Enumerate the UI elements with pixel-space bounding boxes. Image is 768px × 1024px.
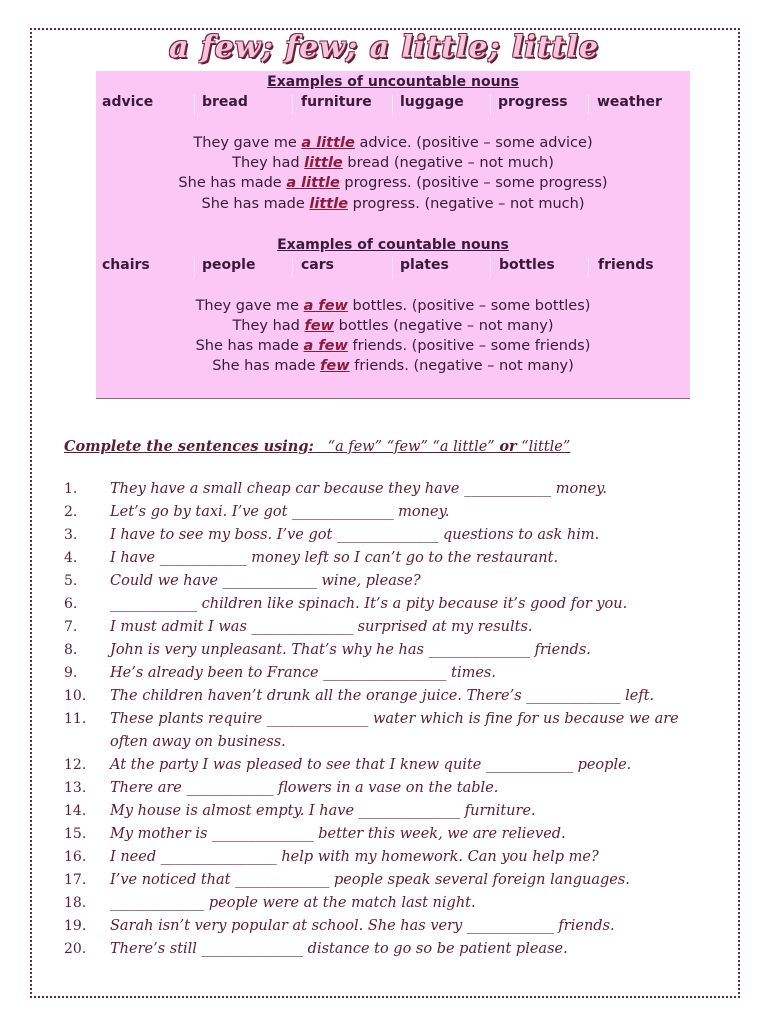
exercise-item: 20. There’s still ______________ distance to go so be patient please. (64, 941, 568, 957)
example-sentence: They had few bottles (negative – not many) (232, 318, 554, 334)
cell-divider (392, 258, 393, 278)
countable-heading: Examples of countable nouns (277, 237, 509, 253)
cell-divider (490, 258, 491, 278)
exercise-item: 6. ____________ children like spinach. It’s a pity because it’s good for you. (64, 596, 628, 612)
exercise-item: 9. He’s already been to France _________________ times. (64, 665, 496, 681)
cell-divider (194, 95, 195, 115)
exercise-item: 3. I have to see my boss. I’ve got ______________ questions to ask him. (64, 527, 600, 543)
noun-cell: bottles (499, 257, 555, 273)
example-sentence: They gave me a few bottles. (positive – some bottles) (195, 298, 591, 314)
exercise-item: 2. Let’s go by taxi. I’ve got ______________ money. (64, 504, 450, 520)
page-title: a few; few; a little; little (169, 30, 599, 65)
instructions (64, 438, 570, 455)
cell-divider (588, 95, 589, 115)
cell-divider (292, 95, 293, 115)
instructions-last-option: “little” (521, 439, 571, 455)
exercise-item: 10. The children haven’t drunk all the orange juice. There’s _____________ left. (64, 688, 655, 704)
exercise-item: 16. I need ________________ help with my homework. Can you help me? (64, 849, 599, 865)
noun-cell: weather (597, 94, 662, 110)
cell-divider (292, 258, 293, 278)
quantifier: little (304, 155, 343, 171)
grammar-reference-box (96, 71, 690, 399)
noun-cell: plates (400, 257, 449, 273)
exercise-item: 4. I have ____________ money left so I can’t go to the restaurant. (64, 550, 559, 566)
noun-cell: luggage (400, 94, 464, 110)
exercise-item: 5. Could we have _____________ wine, please? (64, 573, 421, 589)
cell-divider (490, 95, 491, 115)
example-sentence: They gave me a little advice. (positive – some advice) (193, 135, 593, 151)
quantifier: little (309, 196, 349, 212)
cell-divider (588, 258, 589, 278)
noun-cell: people (202, 257, 256, 273)
example-sentence: She has made little progress. (negative – not much) (201, 196, 585, 212)
quantifier: a little (301, 135, 355, 151)
example-sentence: They had little bread (negative – not much) (232, 155, 554, 171)
noun-cell: bread (202, 94, 248, 110)
exercise-item: 1. They have a small cheap car because they have ____________ money. (64, 481, 608, 497)
noun-cell: cars (301, 257, 334, 273)
noun-cell: progress (498, 94, 568, 110)
exercise-item: 17. I’ve noticed that _____________ people speak several foreign languages. (64, 872, 630, 888)
uncountable-heading: Examples of uncountable nouns (267, 74, 519, 90)
quantifier: few (320, 358, 350, 374)
instructions-label: Complete the sentences using: (64, 438, 314, 455)
example-sentence: She has made a little progress. (positive – some progress) (178, 175, 608, 191)
exercise-item: 19. Sarah isn’t very popular at school. She has very ____________ friends. (64, 918, 615, 934)
example-sentence: She has made few friends. (negative – not many) (212, 358, 574, 374)
noun-cell: friends (598, 257, 654, 273)
quantifier: a few (303, 298, 348, 314)
noun-cell: chairs (102, 257, 150, 273)
cell-divider (194, 258, 195, 278)
exercise-item: 18. _____________ people were at the match last night. (64, 895, 476, 911)
countable-noun-row (102, 257, 690, 279)
instructions-options: “a few” “few” “a little” (327, 439, 495, 455)
quantifier: a few (303, 338, 348, 354)
exercise-item: 12. At the party I was pleased to see that I knew quite ____________ people. (64, 757, 632, 773)
instructions-or: or (499, 438, 517, 455)
quantifier: few (304, 318, 335, 334)
exercise-item: 15. My mother is ______________ better this week, we are relieved. (64, 826, 566, 842)
example-sentence: She has made a few friends. (positive – some friends) (195, 338, 591, 354)
exercise-item: 7. I must admit I was ______________ surprised at my results. (64, 619, 533, 635)
cell-divider (392, 95, 393, 115)
quantifier: a little (286, 175, 340, 191)
exercise-item: 13. There are ____________ flowers in a vase on the table. (64, 780, 499, 796)
noun-cell: furniture (301, 94, 372, 110)
exercise-list (64, 478, 724, 961)
exercise-item: 8. John is very unpleasant. That’s why he has ______________ friends. (64, 642, 591, 658)
uncountable-noun-row (102, 94, 690, 116)
exercise-item: 11. These plants require ______________ water which is fine for us because we are often away on business. (64, 711, 679, 750)
noun-cell: advice (102, 94, 154, 110)
exercise-item: 14. My house is almost empty. I have ______________ furniture. (64, 803, 536, 819)
